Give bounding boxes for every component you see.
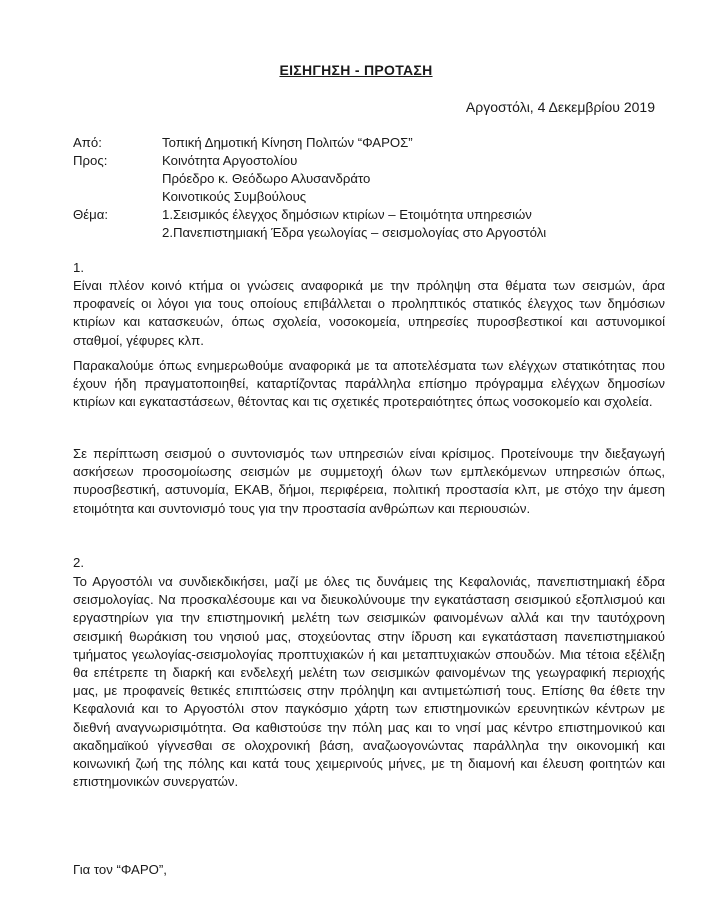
header-to [73,152,673,206]
section-1-paragraph-3: Σε περίπτωση σεισμού ο συντονισμός των υπηρεσιών είναι κρίσιμος. Προτείνουμε την διεξαγωγή ασκήσεων προσομοίωσης σεισμών με συμμετοχή όλων των εμπλεκόμενων υπηρεσιών όπως, πυροσβεστική, αστυνομία, ΕΚΑΒ, δήμοι, περιφέρεια, πολιτική προστασία κλπ, με στόχο την άμεση ετοιμότητα και συντονισμό τους για την προστασία ανθρώπων και περιουσιών. [73,446,665,516]
date-line: Αργοστόλι, 4 Δεκεμβρίου 2019 [465,99,655,115]
section-2-number: 2. [73,555,84,570]
from-label: Από: [73,135,102,150]
header-subject [73,206,673,242]
header-from [73,134,673,152]
section-1-number: 1. [73,260,84,275]
from-value: Τοπική Δημοτική Κίνηση Πολιτών “ΦΑΡΟΣ” [162,135,413,150]
section-1-paragraph-1: Είναι πλέον κοινό κτήμα οι γνώσεις αναφορικά με την πρόληψη στα θέματα των σεισμών, άρα προφανείς οι λόγοι για τους οποίους επιβάλλεται ο προληπτικός στατικός έλεγχος των δημόσιων κτιρίων και κατασκευών, όπως σχολεία, νοσοκομεία, υπηρεσίες πυροσβεστικοί και αστυνομικοί σταθμοί, γέφυρες κλπ. [73,278,665,348]
subject-line-1: 1.Σεισμικός έλεγχος δημόσιων κτιρίων – Ετοιμότητα υπηρεσιών [162,207,532,222]
closing-signature-line: Για τον “ΦΑΡΟ”, [73,862,167,877]
to-label: Προς: [73,153,108,168]
subject-line-2: 2.Πανεπιστημιακή Έδρα γεωλογίας – σεισμολογίας στο Αργοστόλι [162,225,547,240]
section-2-paragraph: Το Αργοστόλι να συνδιεκδικήσει, μαζί με όλες τις δυνάμεις της Κεφαλονιάς, πανεπιστημιακή έδρα σεισμολογίας. Να προσκαλέσουμε και να διευκολύνουμε την εγκατάσταση σεισμικού εξοπλισμού και εργαστηρίων για την επιστημονική μελέτη των σεισμικών φαινομένων αλλά και την ταυτόχρονη σεισμική θωράκιση του νησιού μας, στοχεύοντας στην ίδρυση και εγκατάσταση πανεπιστημιακού τμήματος γεωλογίας-σεισμολογίας προπτυχιακών ή και μεταπτυχιακών σπουδών. Μια τέτοια εξέλιξη θα επέτρεπε τη διαρκή και ενδελεχή μελέτη των σεισμικών φαινομένων της γεωγραφική περιοχής μας, με προφανείς θετικές επιπτώσεις στην πρόληψη και αντιμετώπισή τους. Επίσης θα έθετε την Κεφαλονιά και το Αργοστόλι στον παγκόσμιο χάρτη των επιστημονικών ερευνητικών κέντρων με διεθνή αναγνωρισιμότητα. Θα καθιστούσε την πόλη μας και το νησί μας κέντρο επιστημονικού και ακαδημαϊκού γίγνεσθαι σε ολοχρονική βάση, αναζωογονώντας παράλληλα την οικονομική και κοινωνική ζωή της πόλης και κατά τους χειμερινούς μήνες, με τη διαμονή και έλευση φοιτητών και επιστημονικών συνεργατών. [73,574,665,790]
subject-label: Θέμα: [73,207,109,222]
to-line-1: Κοινότητα Αργοστολίου [162,153,298,168]
to-line-3: Κοινοτικούς Συμβούλους [162,189,307,204]
section-1-paragraph-2: Παρακαλούμε όπως ενημερωθούμε αναφορικά με τα αποτελέσματα των ελέγχων στατικότητας που έχουν ήδη πραγματοποιηθεί, καταρτίζοντας παράλληλα επίσημο πρόγραμμα ελέγχων δημοσίων κτιρίων και εγκαταστάσεων, θέτοντας και τις σχετικές προτεραιότητες όπως νοσοκομείο και σχολεία. [73,358,665,410]
document-title: ΕΙΣΗΓΗΣΗ - ΠΡΟΤΑΣΗ [279,62,433,78]
to-line-2: Πρόεδρο κ. Θεόδωρο Αλυσανδράτο [162,171,371,186]
